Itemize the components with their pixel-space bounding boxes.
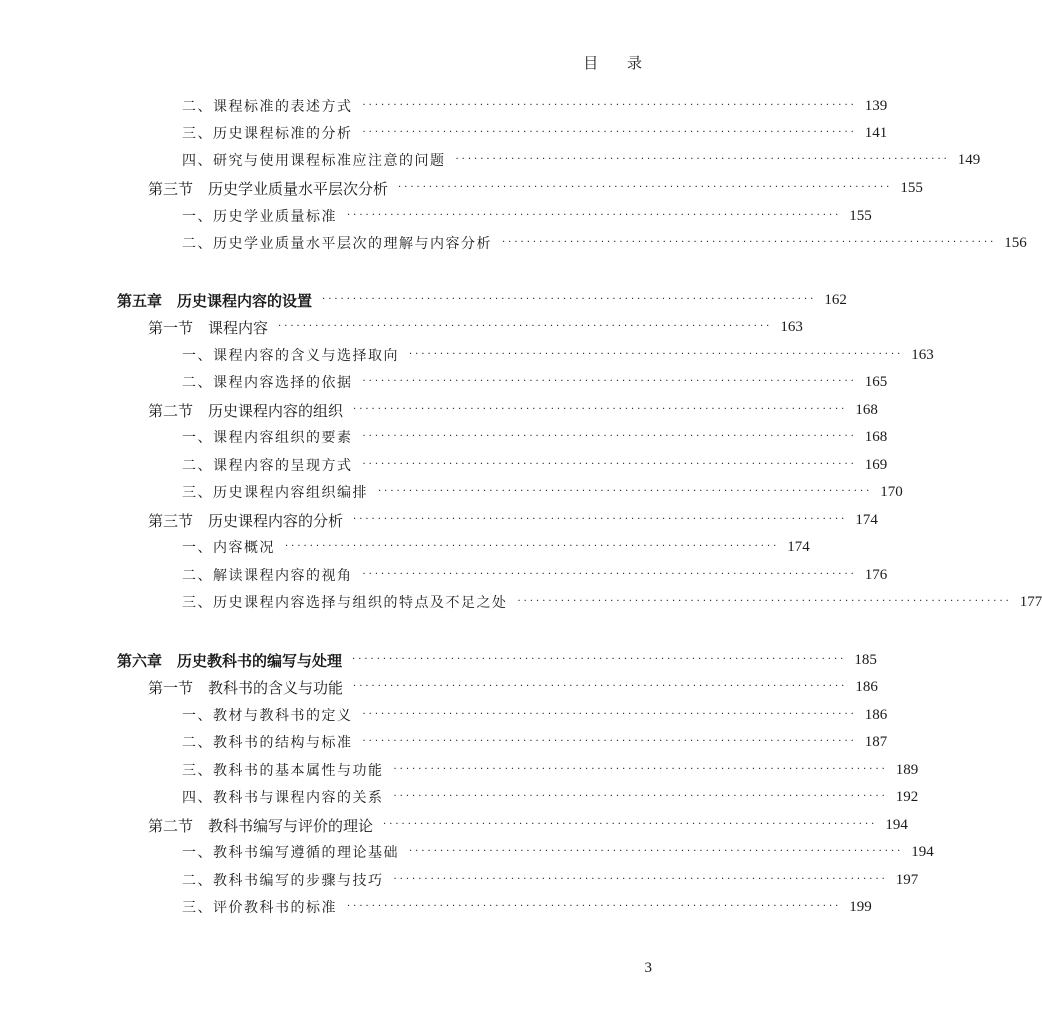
toc-entry-title: 二、课程标准的表述方式 [182, 99, 353, 115]
toc-entry-page: 186 [864, 706, 888, 723]
toc-entry-title: 四、研究与使用课程标准应注意的问题 [182, 153, 446, 169]
toc-entry-item [182, 758, 919, 782]
toc-entry-page: 185 [854, 651, 877, 668]
toc-entry-title: 二、教科书编写的步骤与技巧 [182, 873, 384, 889]
toc-entry-section [148, 508, 878, 532]
toc-entry-title: 一、教材与教科书的定义 [182, 708, 353, 724]
toc-entry-page: 156 [1004, 234, 1027, 251]
toc-entry-section [148, 675, 878, 699]
dot-leader: ················································································ [353, 681, 848, 692]
toc-entry-item [182, 590, 1042, 614]
toc-entry-title: 二、课程内容的呈现方式 [182, 458, 353, 474]
dot-leader: ················································································ [347, 901, 842, 912]
dot-leader: ················································································ [409, 846, 904, 857]
toc-entry-title: 二、历史学业质量水平层次的理解与内容分析 [182, 236, 492, 252]
dot-leader: ················································································ [362, 376, 857, 387]
toc-entry-item [182, 895, 872, 919]
page-number: 3 [644, 960, 652, 976]
toc-entry-page: 199 [849, 898, 872, 915]
dot-leader: ················································································ [409, 349, 904, 360]
dot-leader: ················································································ [322, 294, 817, 305]
toc-entry-page: 163 [911, 346, 934, 363]
dot-leader: ················································································ [362, 569, 857, 580]
dot-leader: ················································································ [383, 819, 878, 830]
toc-entry-title: 三、历史课程内容选择与组织的特点及不足之处 [182, 595, 508, 611]
dot-leader: ················································································ [278, 321, 773, 332]
dot-leader: ················································································ [353, 404, 848, 415]
dot-leader: ················································································ [378, 486, 873, 497]
toc-entry-page: 168 [864, 428, 888, 445]
dot-leader: ················································································ [502, 237, 997, 248]
toc-entry-page: 169 [864, 456, 888, 473]
toc-entry-item [182, 425, 888, 449]
toc-entry-title: 第二节 历史课程内容的组织 [148, 401, 344, 420]
toc-entry-title: 一、课程内容的含义与选择取向 [182, 348, 399, 364]
page-header-title: 目 录 [583, 54, 654, 72]
toc-entry-page: 162 [824, 291, 847, 308]
toc-entry-title: 三、教科书的基本属性与功能 [182, 763, 384, 779]
toc-entry-page: 194 [885, 816, 908, 833]
toc-entry-page: 165 [864, 373, 888, 390]
toc-entry-item [182, 535, 810, 559]
dot-leader: ················································································ [362, 709, 857, 720]
toc-entry-title: 第二节 教科书编写与评价的理论 [148, 816, 374, 835]
toc-entry-page: 187 [864, 733, 888, 750]
dot-leader: ················································································ [362, 127, 857, 138]
toc-entry-section [148, 813, 908, 837]
dot-leader: ················································································ [362, 431, 857, 442]
toc-entry-page: 149 [957, 151, 981, 168]
toc-entry-item [182, 121, 888, 145]
toc-entry-section [148, 398, 878, 422]
toc-entry-title: 三、历史课程标准的分析 [182, 126, 353, 142]
toc-entry-item [182, 480, 903, 504]
dot-leader: ················································································ [398, 182, 893, 193]
toc-entry-item [182, 703, 888, 727]
toc-entry-title: 三、评价教科书的标准 [182, 900, 337, 916]
toc-entry-page: 176 [864, 566, 888, 583]
toc-entry-page: 170 [880, 483, 903, 500]
toc-entry-item [182, 231, 1027, 255]
dot-leader: ················································································ [353, 514, 848, 525]
toc-entry-title: 一、教科书编写遵循的理论基础 [182, 845, 399, 861]
toc-entry-title: 第三节 历史课程内容的分析 [148, 511, 344, 530]
toc-entry-item [182, 370, 888, 394]
toc-entry-page: 139 [864, 97, 888, 114]
toc-entry-page: 177 [1019, 593, 1042, 610]
toc-entry-item [182, 204, 872, 228]
dot-leader: ················································································ [285, 541, 780, 552]
toc-entry-title: 二、课程内容选择的依据 [182, 375, 353, 391]
toc-entry-item [182, 453, 888, 477]
toc-entry-section [148, 176, 923, 200]
dot-leader: ················································································ [517, 596, 1012, 607]
toc-entry-title: 二、教科书的结构与标准 [182, 735, 353, 751]
toc-entry-page: 155 [849, 207, 872, 224]
toc-entry-item [182, 94, 888, 118]
toc-entry-page: 186 [855, 678, 878, 695]
toc-entry-page: 174 [855, 511, 878, 528]
toc-entry-page: 189 [895, 761, 919, 778]
toc-entry-page: 168 [855, 401, 878, 418]
toc-entry-title: 第三节 历史学业质量水平层次分析 [148, 179, 389, 198]
dot-leader: ················································································ [362, 736, 857, 747]
dot-leader: ················································································ [455, 154, 950, 165]
toc-entry-title: 二、解读课程内容的视角 [182, 568, 353, 584]
toc-entry-title: 第六章 历史教科书的编写与处理 [117, 651, 343, 670]
dot-leader: ················································································ [362, 100, 857, 111]
toc-entry-title: 一、内容概况 [182, 540, 275, 556]
toc-entry-page: 194 [911, 843, 934, 860]
toc-entry-page: 197 [895, 871, 919, 888]
toc-entry-item [182, 868, 919, 892]
toc-entry-item [182, 785, 919, 809]
toc-entry-page: 174 [787, 538, 810, 555]
toc-entry-title: 一、课程内容组织的要素 [182, 430, 353, 446]
toc-entry-item [182, 148, 981, 172]
toc-entry-page: 141 [864, 124, 888, 141]
toc-entry-page: 155 [900, 179, 923, 196]
toc-entry-title: 三、历史课程内容组织编排 [182, 485, 368, 501]
toc-entry-title: 第五章 历史课程内容的设置 [117, 291, 313, 310]
toc-entry-item [182, 730, 888, 754]
dot-leader: ················································································ [362, 459, 857, 470]
toc-entry-title: 四、教科书与课程内容的关系 [182, 790, 384, 806]
toc-entry-title: 一、历史学业质量标准 [182, 209, 337, 225]
toc-entry-item [182, 563, 888, 587]
toc-entry-title: 第一节 教科书的含义与功能 [148, 678, 344, 697]
toc-entry-chapter [117, 648, 877, 672]
toc-entry-section [148, 315, 803, 339]
toc-entry-page: 192 [895, 788, 919, 805]
dot-leader: ················································································ [393, 791, 888, 802]
toc-entry-title: 第一节 课程内容 [148, 318, 269, 337]
toc-entry-item [182, 343, 934, 367]
dot-leader: ················································································ [347, 210, 842, 221]
dot-leader: ················································································ [393, 764, 888, 775]
toc-entry-item [182, 840, 934, 864]
dot-leader: ················································································ [393, 874, 888, 885]
toc-entry-chapter [117, 288, 847, 312]
dot-leader: ················································································ [352, 654, 847, 665]
toc-entry-page: 163 [780, 318, 803, 335]
